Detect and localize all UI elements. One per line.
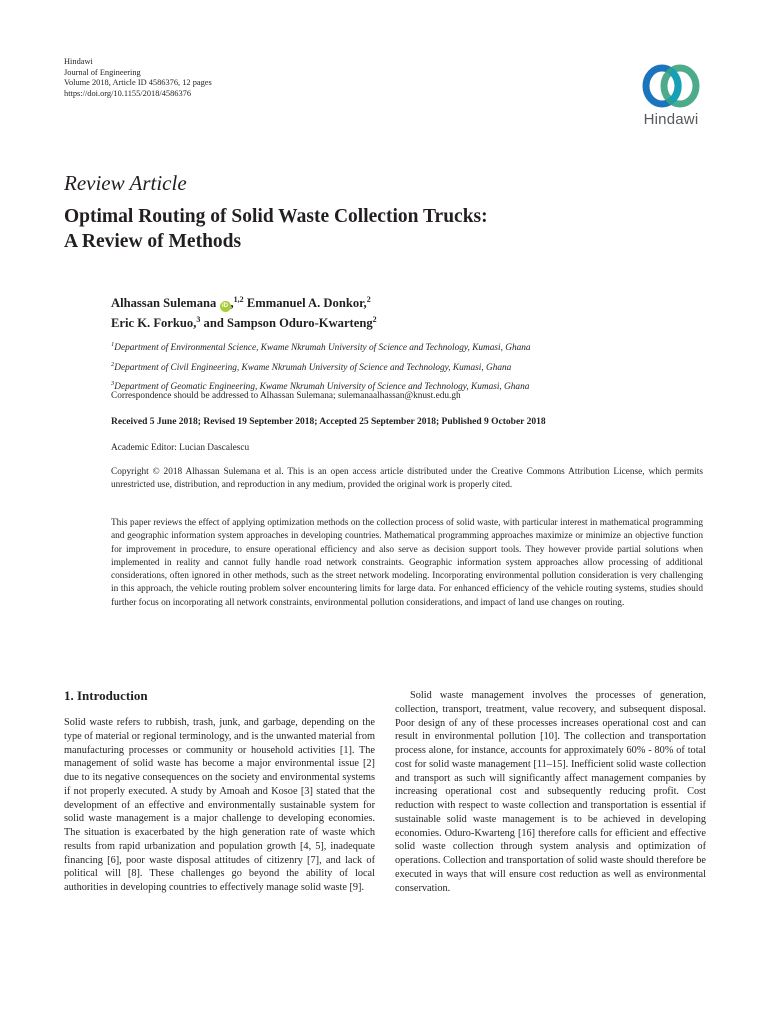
publication-dates: Received 5 June 2018; Revised 19 September 2018; Accepted 25 September 2018; Published 9 October 2018 [111,417,546,427]
paper-title [64,204,704,254]
publisher-name: Hindawi [64,57,93,66]
academic-editor: Academic Editor: Lucian Dascalescu [111,443,250,453]
author-line-1: Alhassan Sulemana iD ,$^{1,2}$ Emmanuel A. Donkor,$^2$ [111,295,371,311]
affiliation-text: Department of Environmental Science, Kwame Nkrumah University of Science and Technology, Kumasi, Ghana [114,343,531,354]
affiliation-item [111,337,531,357]
doi-link[interactable]: https://doi.org/10.1155/2018/4586376 [64,88,192,98]
affiliation-text: Department of Geomatic Engineering, Kwame Nkrumah University of Science and Technology, Kumasi, Ghana [114,382,530,393]
body-paragraph-left: Solid waste refers to rubbish, trash, junk, and garbage, depending on the type of material or regional terminology, and is the unwanted material from manufacturing processes or community or household activities [1]. The management of solid waste has become a major environmental issue [2] due to its negative consequences on the society and environmental systems if not properly executed. A study by Amoah and Kosoe [3] stated that the development of an effective and environmentally sustainable system for solid waste management is a major challenge to developing economies. The situation is exacerbated by the high generation rate of waste which results from rapid urbanization and population growth [4, 5], inadequate financing [6], poor waste disposal attitudes of citizenry [7], and lack of political will [8]. These challenges go beyond the ability of local authorities in developing countries to effectively manage solid waste [9]. [64,717,375,893]
body-paragraph-right: Solid waste management involves the processes of generation, collection, transport, treatment, value recovery, and subsequent disposal. Poor design of any of these processes increases operational cost and can result in environmental pollution [10]. The collection and transportation process alone, for instance, accounts for approximately 60% - 80% of total cost for solid waste management [11–15]. Inefficient solid waste collection and transport as such will significantly affect management companies by increasing operational cost and subsequently reducing profit. Cost reduction with respect to waste collection and transportation is essential if sustainable solid waste management is to be achieved in developing economies. Oduro-Kwarteng [16] therefore calls for efficient and effective solid waste collection through system analysis and optimization of operations. Collection and transportation of solid waste should therefore be executed in ways that will ensure cost reduction as well as environmental conservation. [395,690,706,894]
title-line-2: A Review of Methods [64,231,242,252]
volume-info: Volume 2018, Article ID 4586376, 12 pages [64,78,212,88]
section-heading: 1. Introduction [64,688,148,703]
orcid-icon[interactable]: iD [220,301,231,312]
author-name[interactable]: Emmanuel A. Donkor, [246,296,367,311]
author-line-2 [111,312,377,331]
copyright-notice: Copyright © 2018 Alhassan Sulemana et al. This is an open access article distributed under the Creative Commons Attribution License, which permits unrestricted use, distribution, and reproduction in any medium, provided the original work is properly cited. [111,467,703,491]
affiliation-number: 1 [111,341,115,348]
author-name[interactable]: Eric K. Forkuo, [111,316,197,331]
journal-name: Journal of Engineering [64,67,141,77]
affiliation-item [111,357,531,377]
abstract-text: This paper reviews the effect of applying optimization methods on the collection process of solid waste, with particular interest in mathematical programming and geographic information system approaches in developing countries. Mathematical programming approaches maximize or minimize an objective function for improvement in procedure, to ensure operational efficiency and also serve as decision support tools. They however provide partial solutions when implemented in reality and cannot fully handle road network constraints. Geographic information system approaches allow processing of additional considerations, often ignored in other methods, such as the street network modeling. Incorporating environmental pollution consideration is very challenging in this approach, the vehicle routing problem solver encountering limits for large data. For enhanced efficiency of the vehicle routing systems, studies should further focus on incorporating all network constraints, environmental pollution considerations, and impact of land use changes on routing. [111,518,703,608]
journal-meta [64,57,212,99]
title-line-1: Optimal Routing of Solid Waste Collection Trucks: [64,206,488,227]
author-name[interactable]: and Sampson Oduro-Kwarteng [203,316,373,331]
logo-wordmark: Hindawi [643,111,699,128]
affiliation-number: 2 [111,360,115,368]
author-list [111,292,377,331]
author-affil-sup: 1,2 [233,295,244,304]
author-name[interactable]: Alhassan Sulemana [111,296,217,311]
correspondence-note: Correspondence should be addressed to Alhassan Sulemana; sulemanaalhassan@knust.edu.gh [111,391,461,401]
hindawi-rings-icon [638,62,704,110]
article-type: Review Article [64,171,187,195]
affiliation-list [111,337,531,396]
author-affil-sup: 2 [372,315,377,325]
author-affil-sup: 2 [366,295,371,304]
hindawi-logo [630,62,712,128]
affiliation-text: Department of Civil Engineering, Kwame Nkrumah University of Science and Technology, Kumasi, Ghana [114,362,512,373]
affiliation-number: 3 [111,380,115,388]
author-affil-sup: 3 [196,315,201,325]
